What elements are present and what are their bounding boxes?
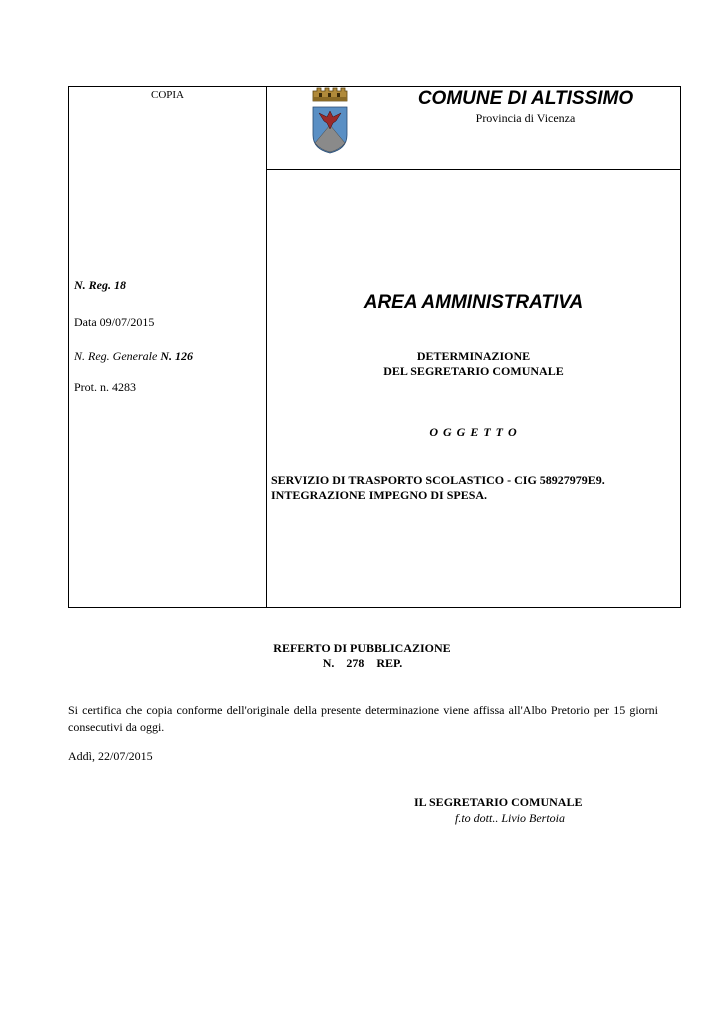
column-divider <box>266 87 267 607</box>
signer-name: f.to dott.. Livio Bertoia <box>455 811 565 825</box>
municipality-block <box>267 88 680 126</box>
publication-report-heading <box>0 641 724 671</box>
province-name: Provincia di Vicenza <box>475 111 576 125</box>
publication-title: REFERTO DI PUBBLICAZIONE <box>273 641 451 655</box>
determination-line-1: DETERMINAZIONE <box>416 349 531 363</box>
general-reg <box>74 349 193 364</box>
subject-line-1: SERVIZIO DI TRASPORTO SCOLASTICO - CIG 58927979E9. <box>271 473 605 487</box>
reg-label: N. Reg. <box>74 278 111 292</box>
subject-heading: O G G E T T O <box>429 425 518 439</box>
copy-label: COPIA <box>150 89 184 101</box>
general-reg-value: N. 126 <box>160 349 193 363</box>
determination-title <box>267 349 680 379</box>
certification-text: Si certifica che copia conforme dell'originale della presente determinazione viene affissa all'Albo Pretorio per 15 giorni consecutivi da oggi. <box>68 703 658 734</box>
publication-date: Addì, 22/07/2015 <box>68 749 153 763</box>
subject-line-2: INTEGRAZIONE IMPEGNO DI SPESA. <box>271 488 488 502</box>
signer-title: IL SEGRETARIO COMUNALE <box>414 795 583 809</box>
protocol-number: Prot. n. 4283 <box>74 380 137 394</box>
determination-line-2: DEL SEGRETARIO COMUNALE <box>383 364 564 378</box>
publication-number: N. 278 REP. <box>322 656 403 670</box>
header-divider <box>266 169 680 170</box>
reg-number <box>74 278 126 293</box>
municipality-name: COMUNE DI ALTISSIMO <box>417 88 634 109</box>
reg-date: Data 09/07/2015 <box>74 315 155 329</box>
document-header-frame <box>68 86 681 608</box>
reg-value: 18 <box>114 278 126 292</box>
general-reg-label: N. Reg. Generale <box>74 349 158 363</box>
area-title: AREA AMMINISTRATIVA <box>363 292 584 313</box>
subject-text <box>271 473 605 503</box>
